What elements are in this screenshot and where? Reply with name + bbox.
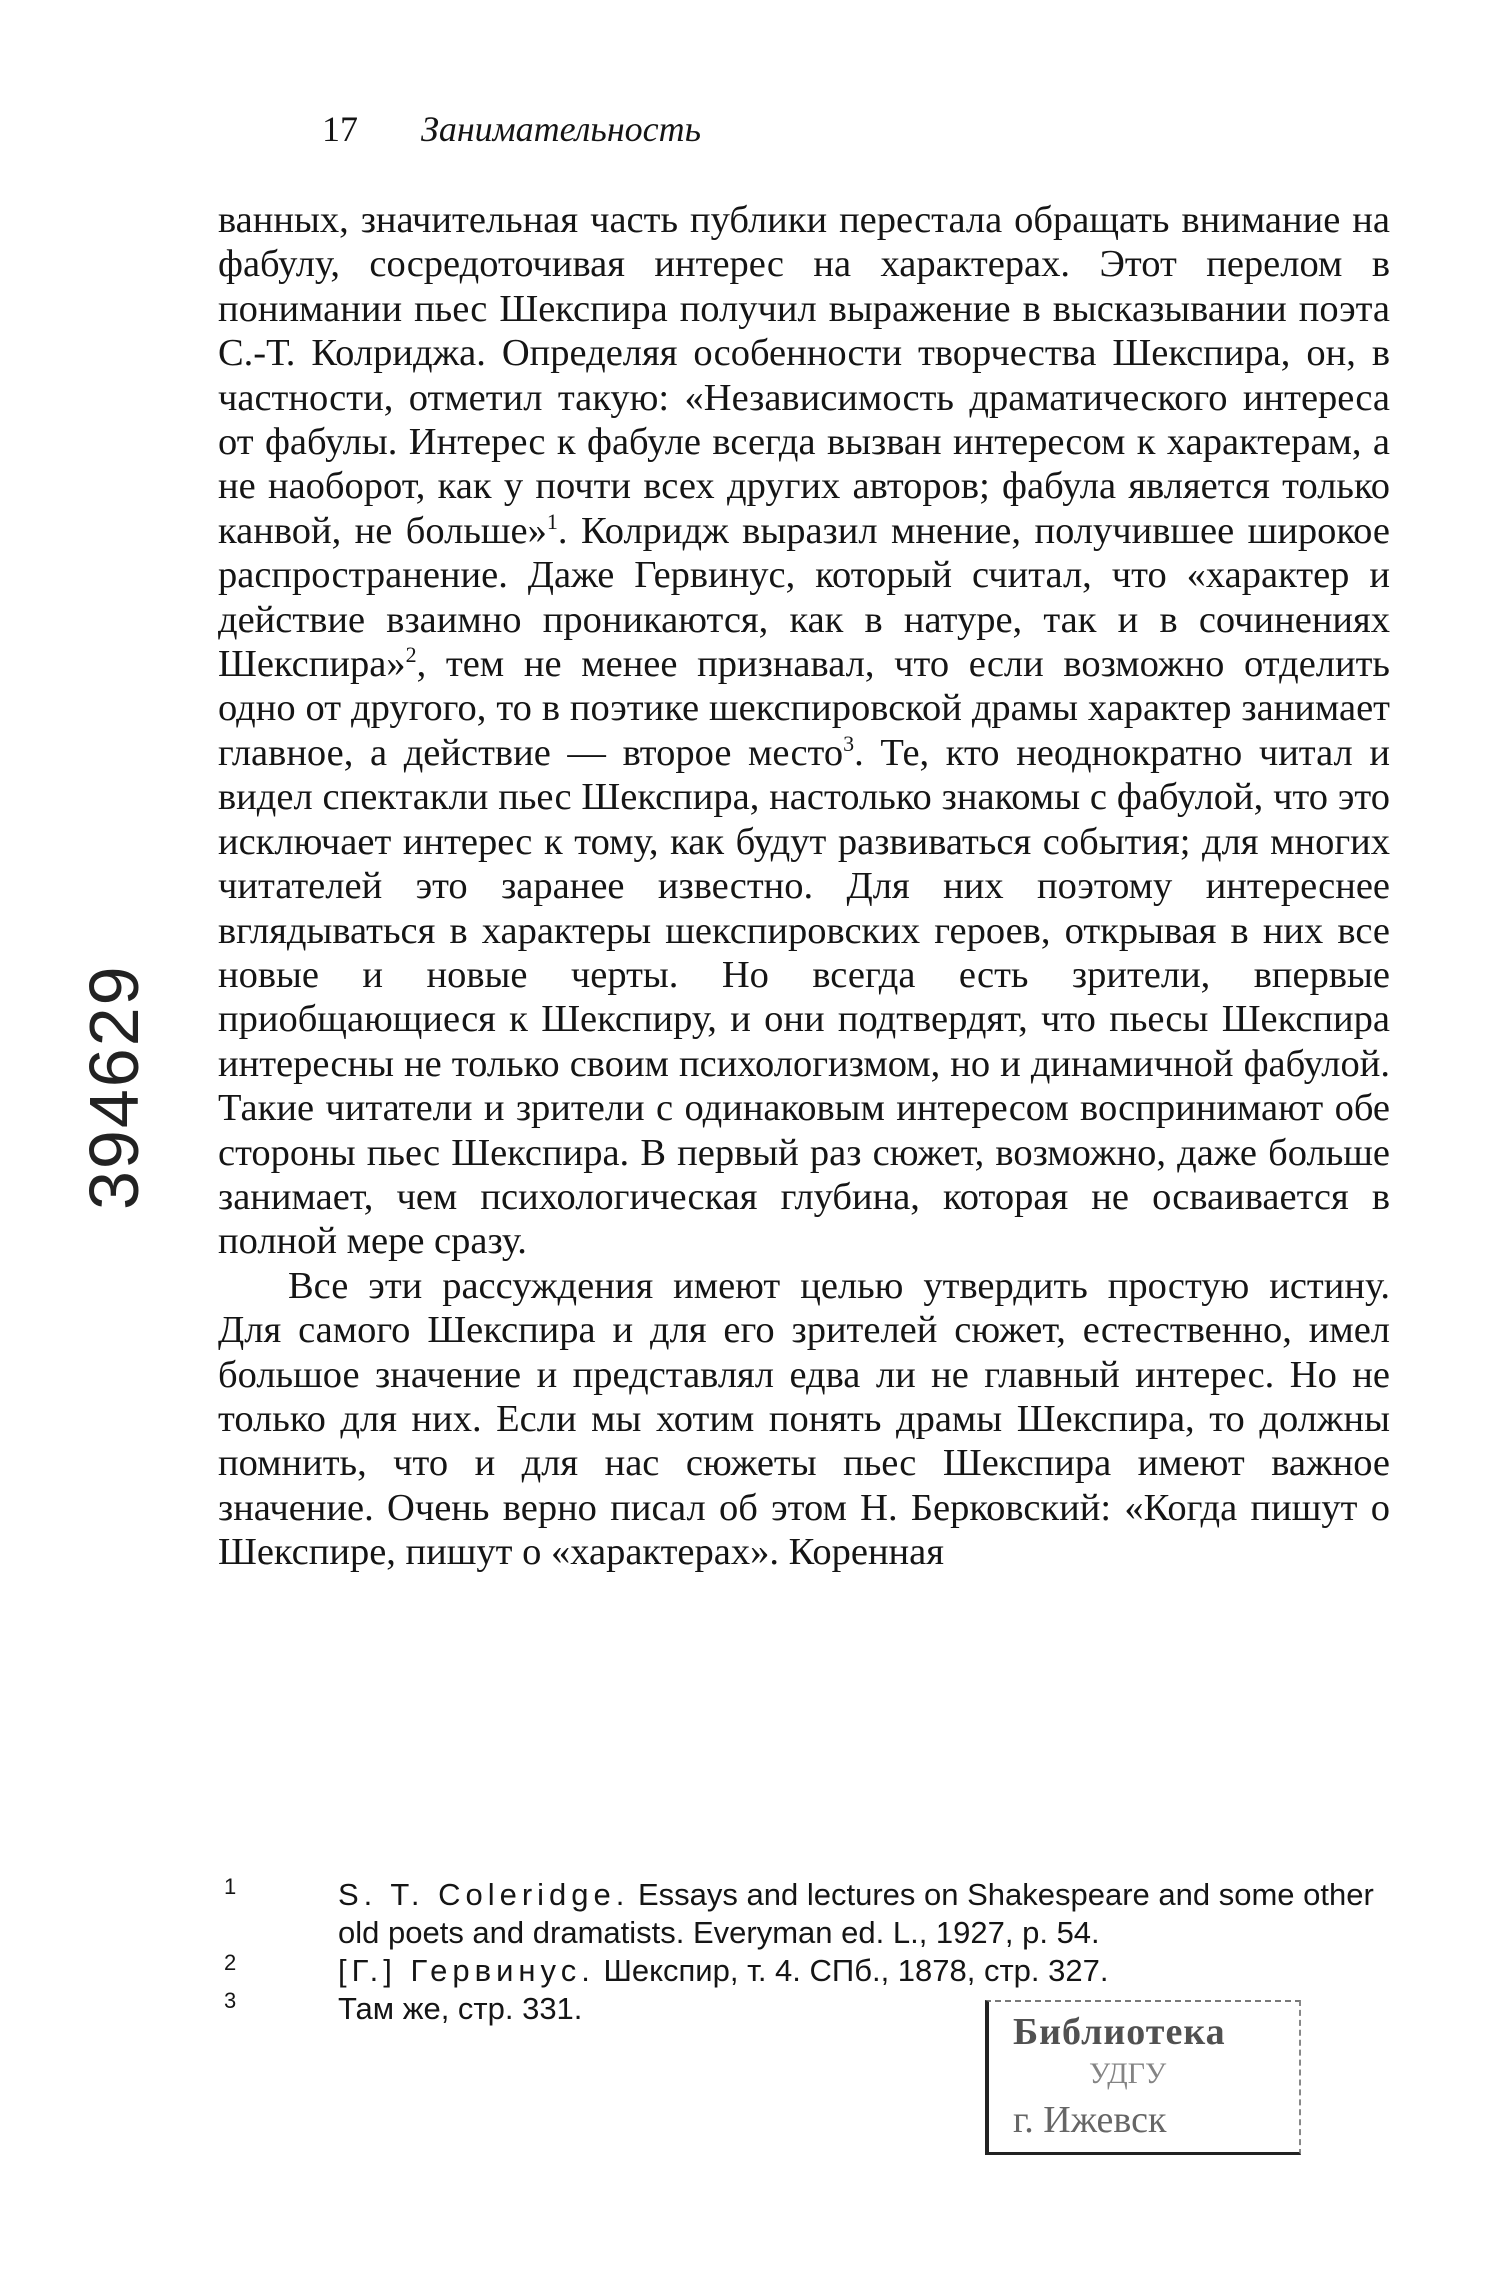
running-header xyxy=(322,108,701,150)
paragraph-2: Все эти рассуждения имеют целью утвердить простую истину. Для самого Шекспира и для его зрителей сюжет, естественно, имел большое значение и представлял едва ли не главный интерес. Но не только для них. Если мы хотим понять драмы Шекспира, то должны помнить, что и для нас сюжеты пьес Шекспира имеют важное значение. Очень верно писал об этом Н. Берковский: «Когда пишут о Шекспире, пишут о «характерах». Коренная xyxy=(218,1264,1390,1574)
footnote-ref-1: 1 xyxy=(546,509,558,535)
body-text xyxy=(218,198,1390,1575)
library-stamp-line-2: УДГУ xyxy=(1089,2057,1167,2090)
footnote-ref-3: 3 xyxy=(843,731,855,757)
page-number: 17 xyxy=(322,109,358,149)
footnote-3: 3 Там же, стр. 331. xyxy=(224,1988,583,2026)
running-title: Занимательность xyxy=(421,109,702,149)
footnote-ref-2: 2 xyxy=(405,642,417,668)
inventory-number-stamp: 394629 xyxy=(75,964,153,1210)
library-stamp xyxy=(985,2000,1301,2155)
footnote-2: 2 [Г.] Гервинус. Шекспир, т. 4. СПб., 1878, стр. 327. xyxy=(224,1950,1109,1988)
footnote-1: 1 S. T. Coleridge. Essays and lectures on Shakespeare and some other old poets and dramatists. Everyman ed. L., 1927, p. 54. xyxy=(224,1874,1374,1950)
library-stamp-line-1: Библиотека xyxy=(1013,2011,1226,2053)
library-stamp-line-3: г. Ижевск xyxy=(1013,2099,1167,2141)
paragraph-1: ванных, значительная часть публики перестала обращать внимание на фабулу, сосредоточивая интерес на характерах. Этот перелом в понимании пьес Шекспира получил выражение в высказывании поэта С.-Т. Колриджа. Определяя особенности творчества Шекспира, он, в частности, отметил такую: «Независимость драматического интереса от фабулы. Интерес к фабуле всегда вызван интересом к характерам, а не наоборот, как у почти всех других авторов; фабула является только канвой, не больше»$^1$. Колридж выразил мнение, получившее широкое распространение. Даже Гервинус, который считал, что «характер и действие взаимно проникаются, как в натуре, так и в сочинениях Шекспира»$^2$, тем не менее признавал, что если возможно отделить одно от другого, то в поэтике шекспировской драмы характер занимает главное, а действие — второе место$^3$. Те, кто неоднократно читал и видел спектакли пьес Шекспира, настолько знакомы с фабулой, что это исключает интерес к тому, как будут развиваться события; для многих читателей это заранее известно. Для них поэтому интереснее вглядываться в характеры шекспировских героев, открывая в них все новые и новые черты. Но всегда есть зрители, впервые приобщающиеся к Шекспиру, и они подтвердят, что пьесы Шекспира интересны не только своим психологизмом, но и динамичной фабулой. Такие читатели и зрители с одинаковым интересом воспринимают обе стороны пьес Шекспира. В первый раз сюжет, возможно, даже больше занимает, чем психологическая глубина, которая не осваивается в полной мере сразу. xyxy=(218,199,1390,1263)
